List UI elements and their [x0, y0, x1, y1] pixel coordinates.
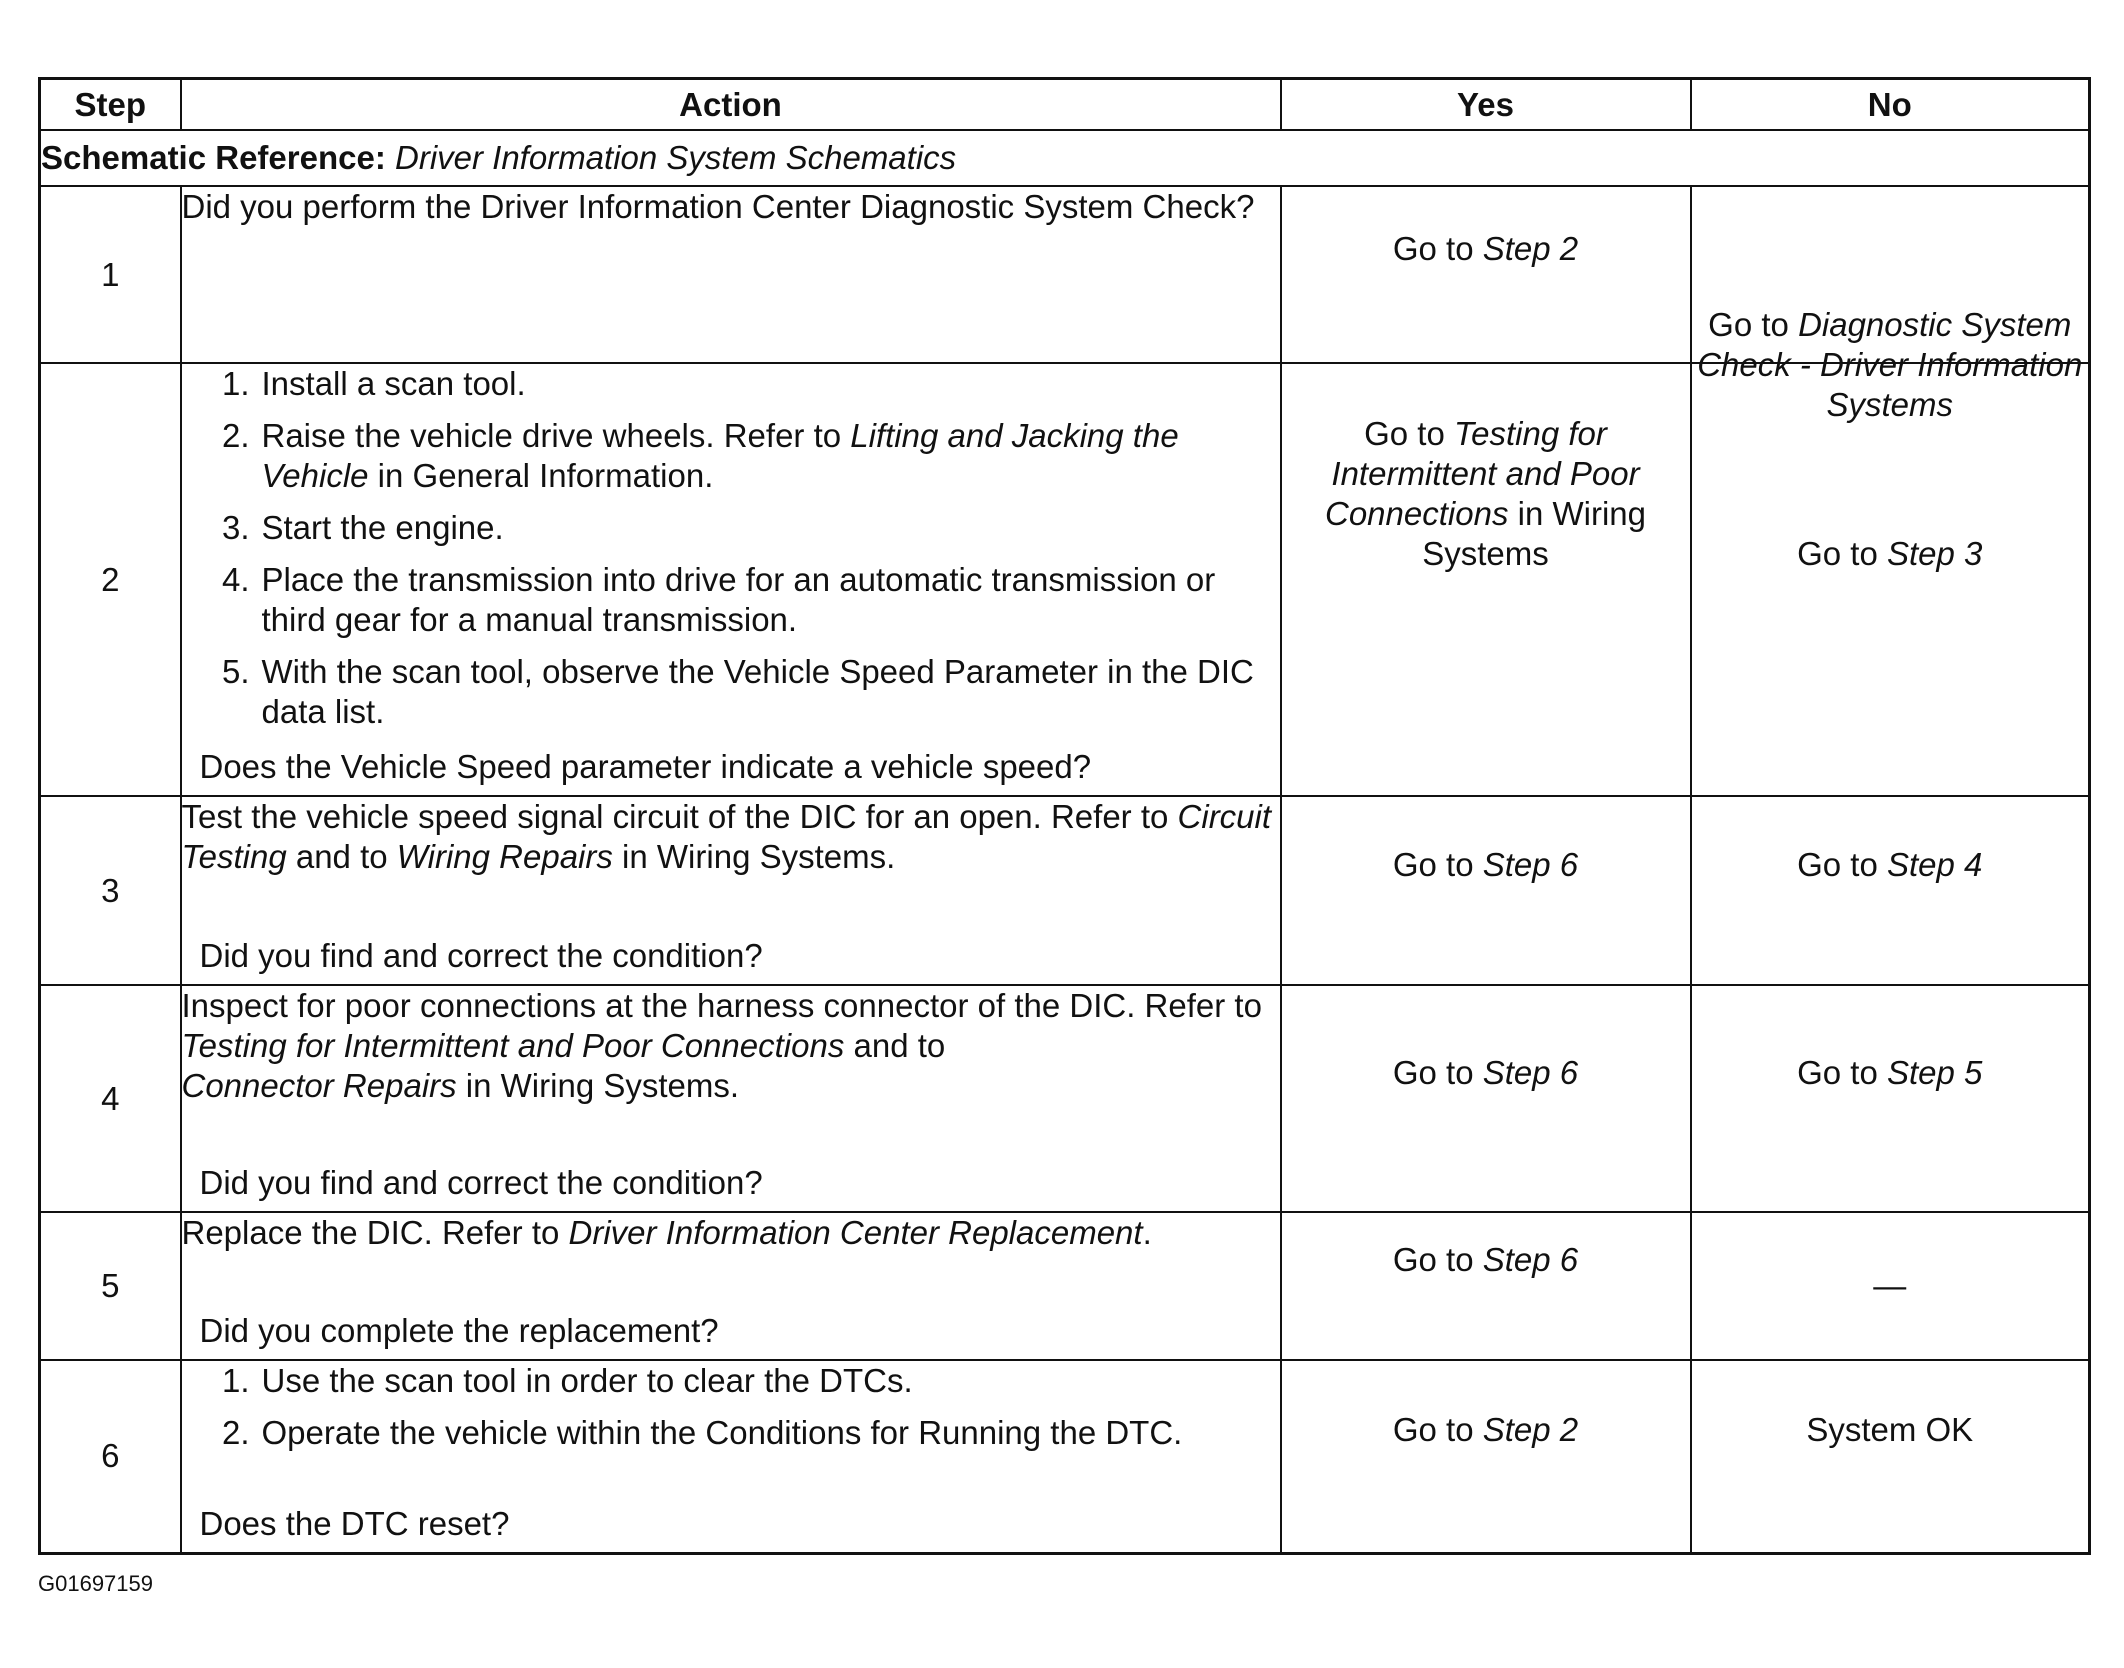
action-cell — [181, 363, 1281, 796]
item-text: Install a scan tool. — [261, 365, 526, 402]
item-number: 2. — [221, 417, 250, 454]
yes-link: Step 2 — [1482, 229, 1579, 267]
item-number: 2. — [221, 1414, 250, 1451]
step-number: 3 — [40, 796, 181, 985]
no-link: Step 4 — [1886, 845, 1983, 883]
yes-prefix: Go to — [1392, 1053, 1483, 1091]
no-dash: — — [1873, 1267, 1907, 1304]
yes-cell — [1281, 1212, 1691, 1360]
header-no: No — [1691, 79, 2090, 131]
action-cell — [181, 1360, 1281, 1553]
step-number: 6 — [40, 1360, 181, 1553]
list-item — [182, 560, 1280, 640]
yes-link: Step 6 — [1482, 1053, 1579, 1091]
diagnostic-table — [38, 77, 2091, 1555]
no-cell — [1691, 1212, 2090, 1360]
yes-link: Step 2 — [1482, 1411, 1579, 1449]
list-item — [182, 364, 1280, 404]
step-row-3 — [40, 796, 2090, 985]
schematic-value: Driver Information System Schematics — [395, 139, 957, 176]
list-item — [182, 1361, 1280, 1401]
schematic-label: Schematic Reference: — [41, 139, 386, 176]
item-text: With the scan tool, observe the Vehicle Speed Parameter in the DIC data list. — [261, 653, 1254, 730]
yes-cell — [1281, 186, 1691, 363]
no-cell — [1691, 186, 2090, 423]
action-question: Does the Vehicle Speed parameter indicate a vehicle speed? — [199, 748, 1092, 785]
figure-id: G01697159 — [38, 1571, 153, 1596]
action-cell — [181, 1212, 1281, 1360]
no-link: Diagnostic System Check - Driver Information Systems — [1697, 305, 2083, 423]
yes-suffix: in Wiring Systems — [1422, 494, 1646, 572]
action-question: Did you find and correct the condition? — [199, 1164, 763, 1201]
action-text: Inspect for poor connections at the harness connector of the DIC. Refer to Testing for Intermittent and Poor Connections and to Connector Repairs in Wiring Systems. — [181, 987, 1262, 1104]
yes-cell — [1281, 796, 1691, 985]
yes-link: Step 6 — [1482, 1241, 1579, 1278]
no-result: System OK — [1806, 1411, 1974, 1449]
item-text: Start the engine. — [261, 509, 504, 546]
step-row-4 — [40, 985, 2090, 1212]
action-text: Replace the DIC. Refer to Driver Information Center Replacement. — [181, 1214, 1152, 1251]
action-cell — [181, 985, 1281, 1212]
step-number: 1 — [40, 186, 181, 363]
step-row-2 — [40, 363, 2090, 796]
yes-prefix: Go to — [1392, 1411, 1483, 1449]
action-cell — [181, 796, 1281, 985]
no-link: Step 3 — [1886, 534, 1983, 572]
action-question: Did you find and correct the condition? — [199, 937, 763, 974]
item-text: Place the transmission into drive for an automatic transmission or third gear for a manual transmission. — [261, 561, 1216, 638]
step-number: 4 — [40, 985, 181, 1212]
yes-link: Step 6 — [1482, 845, 1579, 883]
action-cell — [181, 186, 1281, 363]
list-item — [182, 508, 1280, 548]
item-number: 1. — [221, 1362, 250, 1399]
action-list — [182, 364, 1280, 732]
no-prefix: Go to — [1797, 1053, 1887, 1091]
item-number: 1. — [221, 365, 250, 402]
action-question: Did you complete the replacement? — [199, 1312, 719, 1349]
schematic-reference-row — [40, 130, 2090, 186]
no-cell — [1691, 1360, 2090, 1553]
list-item — [182, 1413, 1280, 1453]
step-number: 5 — [40, 1212, 181, 1360]
no-prefix: Go to — [1708, 305, 1799, 343]
item-text: Operate the vehicle within the Conditions for Running the DTC. — [261, 1414, 1183, 1451]
header-step: Step — [40, 79, 181, 131]
yes-cell — [1281, 363, 1691, 796]
list-item — [182, 416, 1280, 496]
step-number: 2 — [40, 363, 181, 796]
list-item — [182, 652, 1280, 732]
header-action: Action — [181, 79, 1281, 131]
yes-prefix: Go to — [1392, 845, 1483, 883]
item-number: 5. — [221, 653, 250, 690]
yes-prefix: Go to — [1364, 414, 1454, 452]
yes-prefix: Go to — [1392, 1241, 1483, 1278]
yes-prefix: Go to — [1392, 229, 1483, 267]
step-row-5 — [40, 1212, 2090, 1360]
step-row-6 — [40, 1360, 2090, 1553]
item-text: Raise the vehicle drive wheels. Refer to Lifting and Jacking the Vehicle in General Information. — [261, 417, 1179, 494]
yes-cell — [1281, 985, 1691, 1212]
header-yes: Yes — [1281, 79, 1691, 131]
item-text: Use the scan tool in order to clear the DTCs. — [261, 1362, 913, 1399]
yes-cell — [1281, 1360, 1691, 1553]
no-prefix: Go to — [1797, 534, 1887, 572]
yes-link: Testing for Intermittent and Poor Connections — [1325, 414, 1640, 532]
schematic-reference — [40, 130, 2090, 186]
no-link: Step 5 — [1886, 1053, 1983, 1091]
action-text: Did you perform the Driver Information Center Diagnostic System Check? — [181, 188, 1255, 225]
action-question: Does the DTC reset? — [199, 1504, 510, 1542]
no-cell — [1691, 796, 2090, 985]
item-number: 4. — [221, 561, 250, 598]
no-cell — [1691, 985, 2090, 1212]
no-cell — [1691, 363, 2090, 796]
action-list — [182, 1361, 1280, 1453]
no-prefix: Go to — [1797, 845, 1887, 883]
step-row-1 — [40, 186, 2090, 363]
action-text: Test the vehicle speed signal circuit of the DIC for an open. Refer to Circuit Testing and to Wiring Repairs in Wiring Systems. — [181, 798, 1272, 875]
item-number: 3. — [221, 509, 250, 546]
header-row — [40, 79, 2090, 131]
